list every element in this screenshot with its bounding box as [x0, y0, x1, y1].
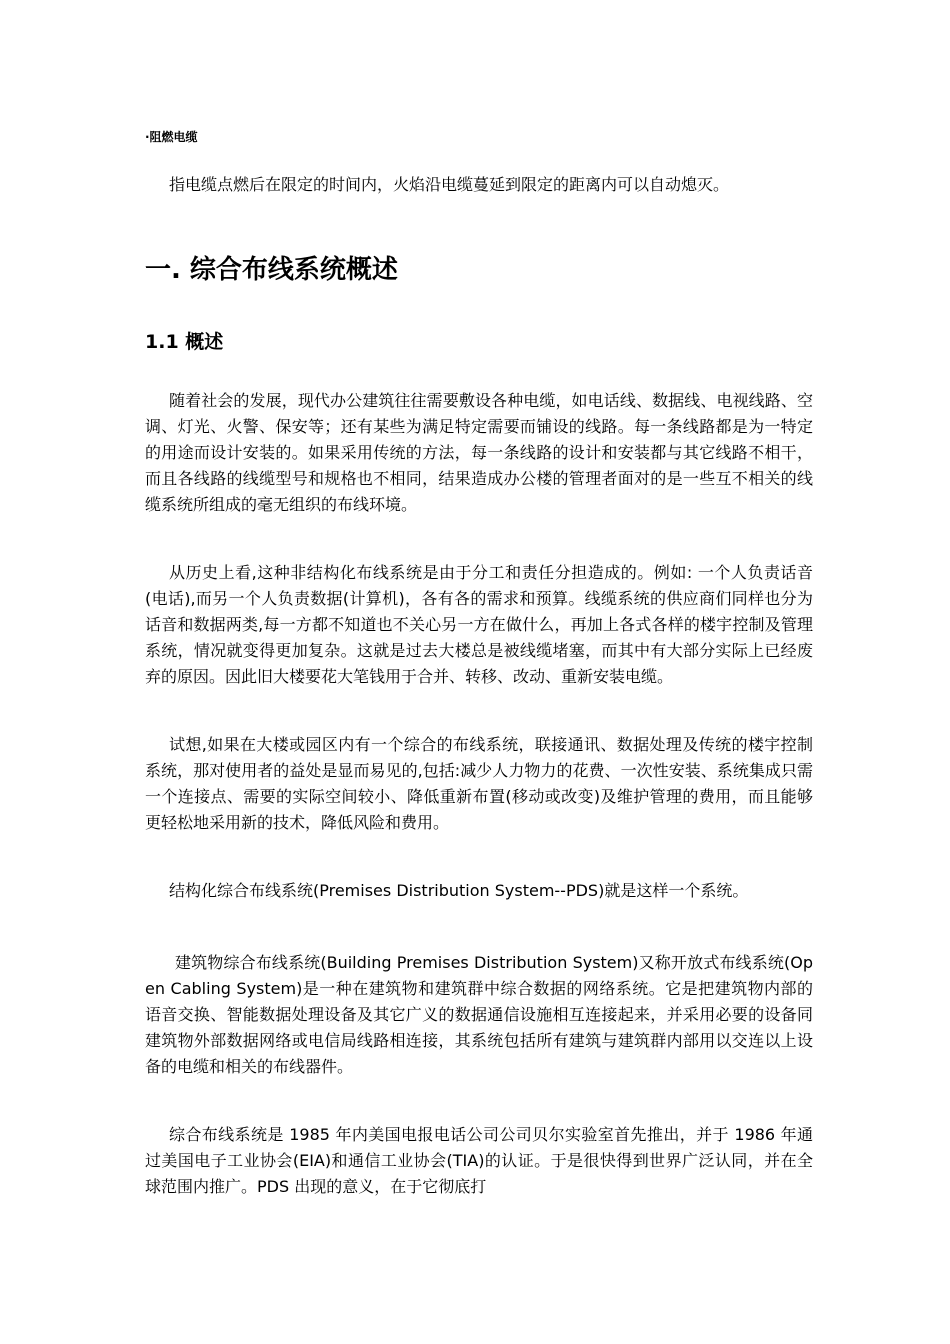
body-paragraph-6: 综合布线系统是 1985 年内美国电报电话公司公司贝尔实验室首先推出，并于 1986 年通过美国电子工业协会(EIA)和通信工业协会(TIA)的认证。于是很快得到世界广泛认同，并在全球范围内推广。PDS 出现的意义，在于它彻底打: [145, 1125, 813, 1196]
intro-paragraph: 指电缆点燃后在限定的时间内，火焰沿电缆蔓延到限定的距离内可以自动熄灭。: [169, 175, 730, 194]
bullet-heading-flame-retardant-cable: ·阻燃电缆: [145, 130, 198, 144]
body-paragraph-3: 试想,如果在大楼或园区内有一个综合的布线系统，联接通讯、数据处理及传统的楼宇控制系统，那对使用者的益处是显而易见的,包括:减少人力物力的花费、一次性安装、系统集成只需一个连接点、需要的实际空间较小、降低重新布置(移动或改变)及维护管理的费用，而且能够更轻松地采用新的技术，降低风险和费用。: [145, 735, 813, 832]
body-paragraph-5: 建筑物综合布线系统(Building Premises Distribution System)又称开放式布线系统(Open Cabling System)是一种在建筑物和建筑群中综合数据的网络系统。它是把建筑物内部的语音交换、智能数据处理设备及其它广义的数据通信设施相互连接起来，并采用必要的设备同建筑物外部数据网络或电信局线路相连接，其系统包括所有建筑与建筑群内部用以交连以上设备的电缆和相关的布线器件。: [145, 953, 813, 1076]
body-paragraph-1: 随着社会的发展，现代办公建筑往往需要敷设各种电缆，如电话线、数据线、电视线路、空调、灯光、火警、保安等；还有某些为满足特定需要而铺设的线路。每一条线路都是为一特定的用途而设计安装的。如果采用传统的方法，每一条线路的设计和安装都与其它线路不相干，而且各线路的线缆型号和规格也不相同，结果造成办公楼的管理者面对的是一些互不相关的线缆系统所组成的毫无组织的布线环境。: [145, 391, 813, 514]
section-heading-1-1: 1.1 概述: [145, 331, 224, 353]
section-heading-1: 一. 综合布线系统概述: [145, 255, 398, 285]
body-paragraph-4: 结构化综合布线系统(Premises Distribution System--PDS)就是这样一个系统。: [169, 881, 749, 900]
body-paragraph-2: 从历史上看,这种非结构化布线系统是由于分工和责任分担造成的。例如: 一个人负责话音(电话),而另一个人负责数据(计算机)，各有各的需求和预算。线缆系统的供应商们同样也分为话音和数据两类,每一方都不知道也不关心另一方在做什么，再加上各式各样的楼宇控制及管理系统，情况就变得更加复杂。这就是过去大楼总是被线缆堵塞，而其中有大部分实际上已经废弃的原因。因此旧大楼要花大笔钱用于合并、转移、改动、重新安装电缆。: [145, 563, 813, 686]
